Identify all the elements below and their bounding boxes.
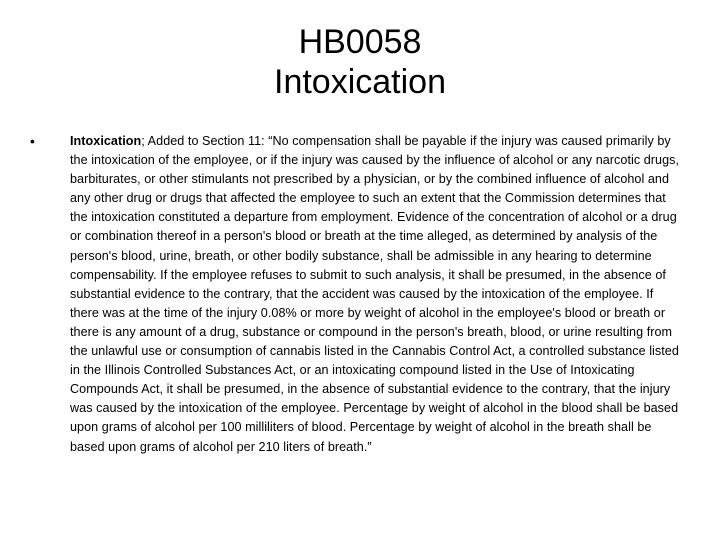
slide-body	[30, 132, 690, 457]
title-subject: Intoxication	[274, 63, 446, 101]
bullet-paragraph	[70, 132, 685, 457]
title-bill-number: HB0058	[298, 23, 422, 61]
bullet-lead-term: Intoxication	[70, 134, 142, 148]
bullet-body-text: ; Added to Section 11: “No compensation shall be payable if the injury was caused primarily by the intoxication of the employee, or if the injury was caused by the influence of alcohol or any narcotic drugs, barbiturates, or other stimulants not prescribed by a physician, or by the combined influence of alcohol and any other drug or drugs that affected the employee to such an extent that the Commission determines that the intoxication constituted a departure from employment. Evidence of the concentration of alcohol or a drug or combination thereof in a person's blood or breath at the time alleged, as determined by analysis of the person's blood, urine, breath, or other bodily substance, shall be admissible in any hearing to determine compensability. If the employee refuses to submit to such analysis, it shall be presumed, in the absence of substantial evidence to the contrary, that the accident was caused by the intoxication of the employee. If there was at the time of the injury 0.08% or more by weight of alcohol in the employee's blood or breath or there is any amount of a drug, substance or compound in the person's breath, blood, or urine resulting from the unlawful use or consumption of cannabis listed in the Cannabis Control Act, a controlled substance listed in the Illinois Controlled Substances Act, or an intoxicating compound listed in the Use of Intoxicating Compounds Act, it shall be presumed, in the absence of substantial evidence to the contrary, that the injury was caused by the intoxication of the employee. Percentage by weight of alcohol in the blood shall be based upon grams of alcohol per 100 milliliters of blood. Percentage by weight of alcohol in the breath shall be based upon grams of alcohol per 210 liters of breath.”	[70, 134, 680, 454]
bullet-icon: •	[30, 133, 35, 149]
slide-title	[0, 22, 720, 102]
